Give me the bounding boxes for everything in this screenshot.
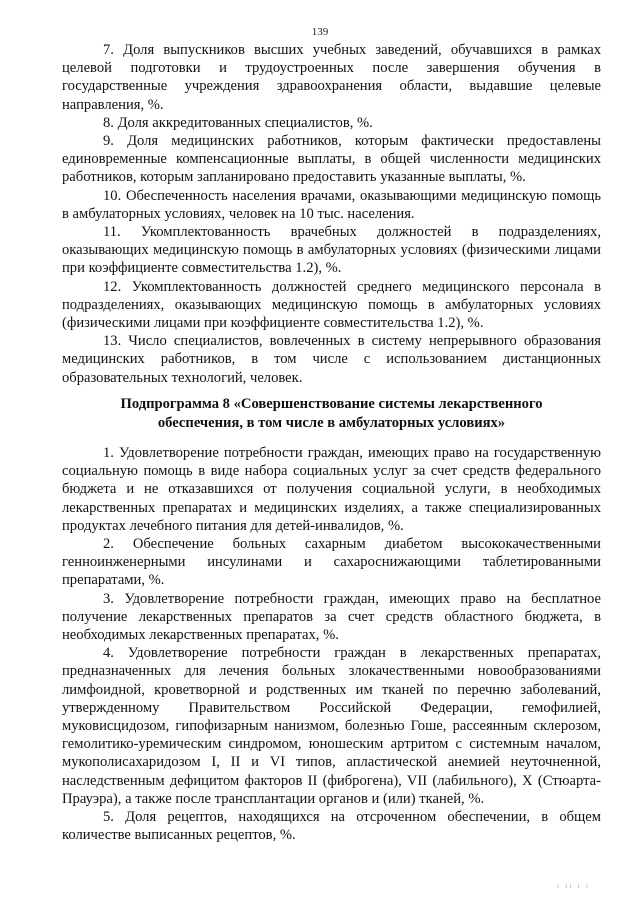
subprogram-item-3: 3. Удовлетворение потребности граждан, имеющих право на бесплатное получение лекарственных препаратов за счет средств областного бюджета, в необходимых лекарственных препаратах, %. xyxy=(62,590,601,644)
footer-scan-marks: ı ıı ı ı xyxy=(556,881,590,890)
subprogram-heading xyxy=(62,395,601,432)
indicator-item-13: 13. Число специалистов, вовлеченных в систему непрерывного образования медицинских работников, в том числе с использованием дистанционных образовательных технологий, человек. xyxy=(62,333,601,386)
indicator-item-10: 10. Обеспеченность населения врачами, оказывающими медицинскую помощь в амбулаторных условиях, человек на 10 тыс. населения. xyxy=(62,187,601,222)
subprogram-item-4: 4. Удовлетворение потребности граждан в лекарственных препаратах, предназначенных для лечения больных злокачественными новообразованиями лимфоидной, кроветворной и родственных им тканей по перечню заболеваний, утвержденному Правительством Российской Федерации, гемофилией, муковисцидозом, гипофизарным нанизмом, болезнью Гоше, рассеянным склерозом, гемолитико-уремическим синдромом, юношеским артритом с системным началом, мукополисахаридозом I, II и VI типов, апластической анемией неуточненной, наследственным дефицитом факторов II (фиброгена), VII (лабильного), X (Стюарта-Прауэра), а также после трансплантации органов и (или) тканей, %. xyxy=(62,645,601,807)
subprogram-heading-line-1: Подпрограмма 8 «Совершенствование системы лекарственного xyxy=(120,396,543,412)
subprogram-heading-line-2: обеспечения, в том числе в амбулаторных условиях» xyxy=(157,414,506,431)
indicator-item-7: 7. Доля выпускников высших учебных заведений, обучавшихся в рамках целевой подготовки и трудоустроенных после завершения обучения в государственные учреждения здравоохранения области, выдавшие целевые направления, %. xyxy=(62,42,601,113)
indicator-list-bottom xyxy=(62,444,601,844)
indicator-item-9: 9. Доля медицинских работников, которым фактически предоставлены единовременные компенсационные выплаты, в общей численности медицинских работников, которым запланировано предоставить указанные выплаты, %. xyxy=(62,133,601,186)
subprogram-item-1: 1. Удовлетворение потребности граждан, имеющих право на государственную социальную помощь в виде набора социальных услуг за счет средств федерального бюджета и не отказавшихся от получения социальной услуги, в необходимых лекарственных препаратах и медицинских изделиях, а также специализированных продуктах лечебного питания для детей-инвалидов, %. xyxy=(62,445,601,534)
indicator-item-12: 12. Укомплектованность должностей среднего медицинского персонала в подразделениях, оказывающих медицинскую помощь в амбулаторных условиях (физическими лицами при коэффициенте совместительства 1.2), %. xyxy=(62,278,601,332)
indicator-item-8: 8. Доля аккредитованных специалистов, %. xyxy=(103,114,373,131)
page-number: 139 xyxy=(311,26,329,38)
subprogram-item-5: 5. Доля рецептов, находящихся на отсроченном обеспечении, в общем количестве выписанных рецептов, %. xyxy=(62,809,601,844)
subprogram-item-2: 2. Обеспечение больных сахарным диабетом высококачественными генноинженерными инсулинами и сахароснижающими таблетированными препаратами, %. xyxy=(62,536,601,589)
indicator-item-11: 11. Укомплектованность врачебных должностей в подразделениях, оказывающих медицинскую помощь в амбулаторных условиях (физическими лицами при коэффициенте совместительства 1.2), %. xyxy=(62,224,601,277)
indicator-list-top xyxy=(62,41,601,387)
